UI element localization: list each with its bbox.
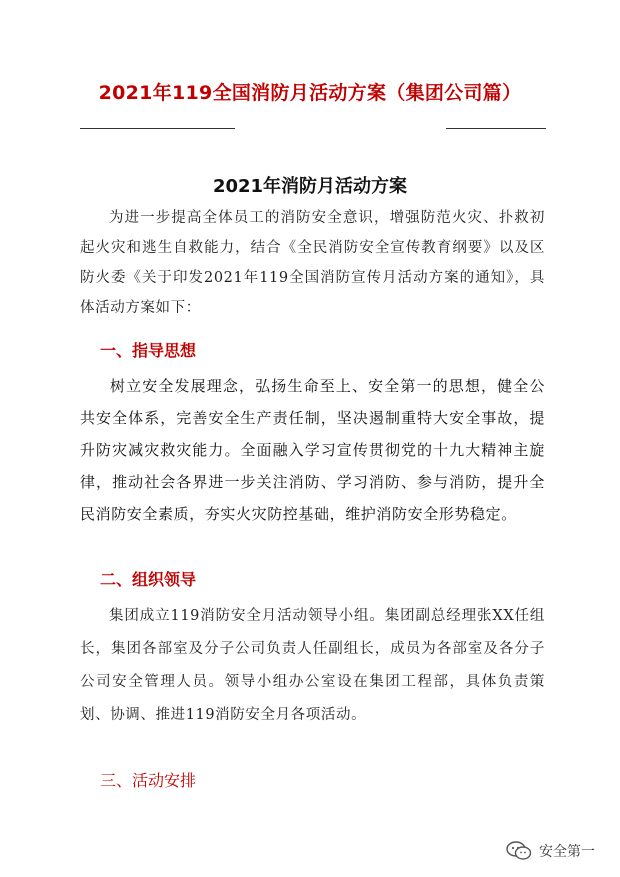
wechat-icon [505,840,533,862]
title-divider-right [446,128,546,129]
section-body-organization: 集团成立119消防安全月活动领导小组。集团副总经理张XX任组长，集团各部室及分子公司负责人任副组长，成员为各部室及各分子公司安全管理人员。领导小组办公室设在集团工程部，具体负责策划、协调、推进119消防安全月各项活动。 [80,608,545,723]
intro-paragraph: 为进一步提高全体员工的消防安全意识，增强防范火灾、扑救初起火灾和逃生自救能力，结合《全民消防安全宣传教育纲要》以及区防火委《关于印发2021年119全国消防宣传月活动方案的通知》，具体活动方案如下： [80,210,545,316]
section-heading-organization: 二、组织领导 [100,570,197,589]
section-heading-activities: 三、活动安排 [100,771,197,790]
watermark-text: 安全第一 [539,844,595,860]
section-heading-guiding-ideology: 一、指导思想 [100,341,197,360]
document-title: 2021年119全国消防月活动方案（集团公司篇） [98,82,522,104]
watermark [505,840,595,862]
section-body-guiding-ideology: 树立安全发展理念，弘扬生命至上、安全第一的思想，健全公共安全体系，完善安全生产责任制，坚决遏制重特大安全事故，提升防灾减灾救灾能力。全面融入学习宣传贯彻党的十九大精神主旋律，推动社会各界进一步关注消防、学习消防、参与消防，提升全民消防安全素质，夯实火灾防控基础，维护消防安全形势稳定。 [80,377,545,523]
plan-subtitle: 2021年消防月活动方案 [212,176,408,197]
title-divider-left [80,128,235,129]
